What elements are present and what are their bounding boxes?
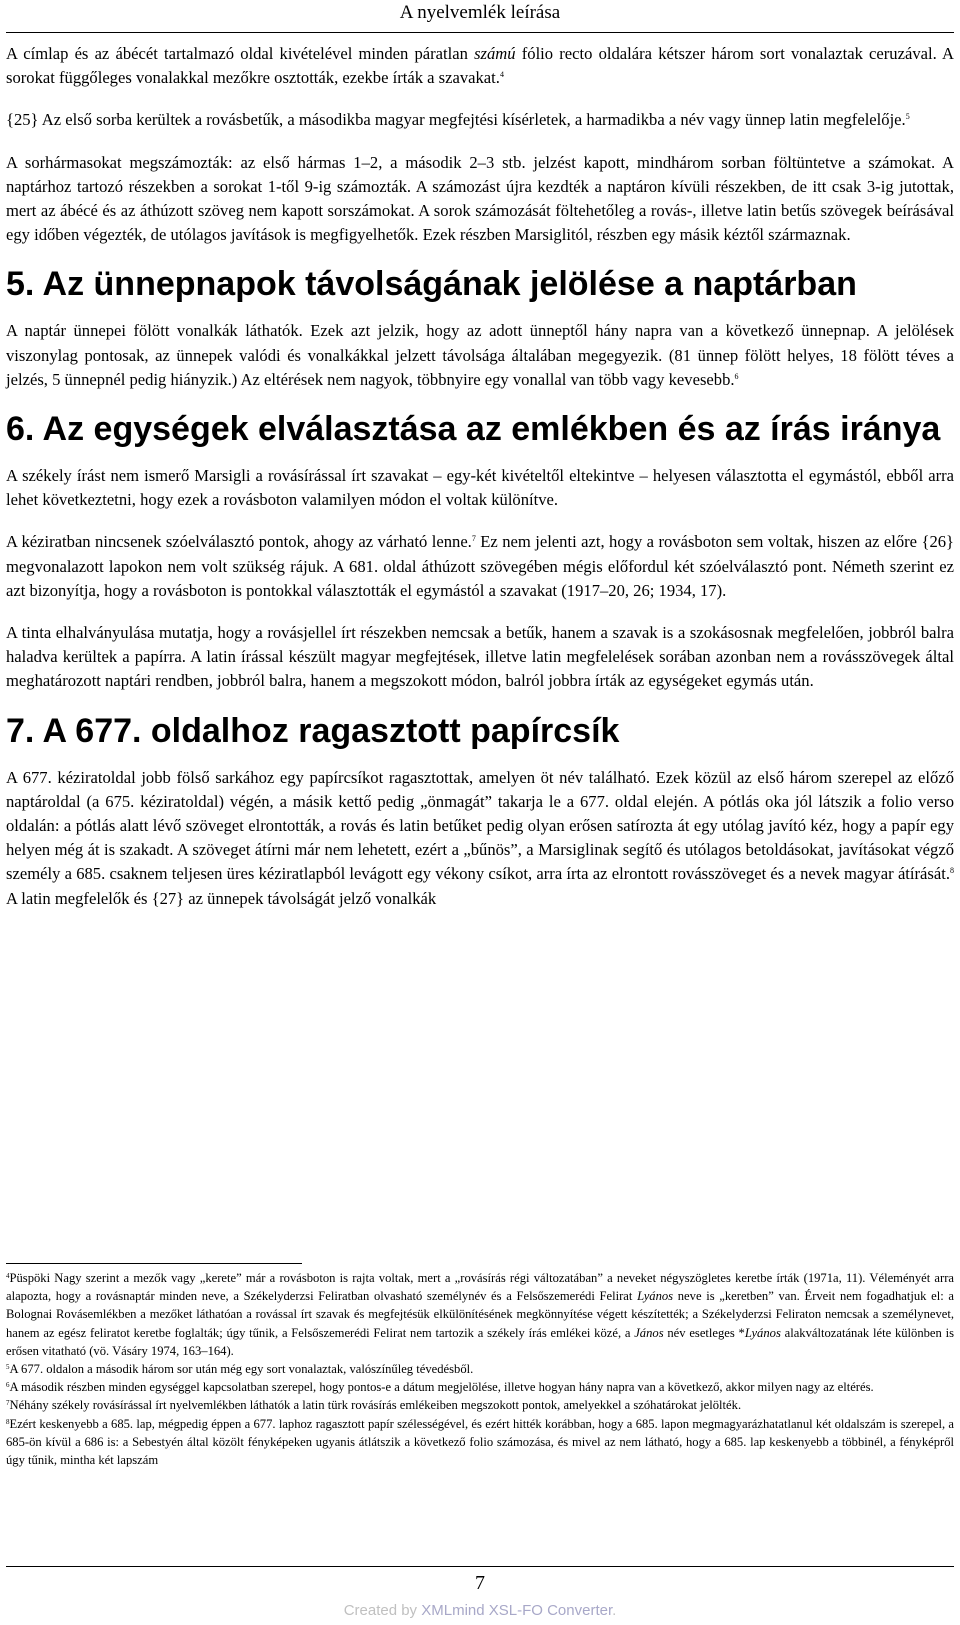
paragraph-word-separation: A székely írást nem ismerő Marsigli a rovásírással írt szavakat – egy-két kivételtől eltekintve – helyesen választotta el egymástól, ebből arra lehet következtetni, hogy ezek a rovásboton valamilyen módon el voltak különítve. bbox=[6, 466, 954, 510]
paragraph-numbering: A sorhármasokat megszámozták: az első hármas 1–2, a második 2–3 stb. jelzést kapott, mindhárom sorban föltüntetve a számokat. A naptárhoz tartozó részekben a sorokat 1-től 9-ig számozták. A számozást újra kezdték a naptáron kívüli részekben, de itt csak 3-ig jutottak, mert az ábécé és az áthúzott szöveg nem kapott sorszámokat. A sorok számozását föltehetőleg a rovás-, illetve latin betűs szövegek beírásával egy időben végezték, de utólagos javítások is megfigyelhetők. Ezek részben Marsiglitól, részben egy másik kéztől származnak. bbox=[6, 152, 954, 245]
header-rule bbox=[6, 32, 954, 33]
footnote-mark: 6 bbox=[6, 1381, 10, 1390]
text-span: A kéziratban nincsenek szóelválasztó pontok, ahogy az várható lenne. bbox=[6, 532, 472, 552]
text-span: Created by bbox=[343, 1602, 422, 1619]
text-span: {25} Az első sorba kerültek a rovásbetűk, a másodikba magyar megfejtési kísérletek, a harmadikba a név vagy ünnep latin megfelelője. bbox=[6, 110, 906, 130]
text-span: fólio recto oldalára kétszer három sort vonalaztak ceruzával. A sorokat függőleges vonalakkal mezőkre osztották, ezekbe írták a szavakat. bbox=[6, 44, 954, 88]
running-header: A nyelvemlék leírása bbox=[399, 2, 561, 23]
section-heading-6: 6. Az egységek elválasztása az emlékben és az írás iránya bbox=[6, 410, 941, 449]
emphasis: számú bbox=[474, 44, 516, 63]
section-heading-7: 7. A 677. oldalhoz ragasztott papírcsík bbox=[6, 711, 620, 750]
paragraph-writing-direction: A tinta elhalványulása mutatja, hogy a rovásjellel írt részekben nemcsak a betűk, hanem a szavak is a szokásosnak megfelelően, jobbról balra haladva kerültek a papírra. A latin írással készült magyar megfejtések, illetve latin megfelelések sorában azonban nem a rovásszövegek által meghatározott naptári rendben, jobbról balra, hanem a megszokott módon, balról jobbra írták az egységeket egymás után. bbox=[6, 623, 954, 691]
text-span: A naptár ünnepei fölött vonalkák láthatók. Ezek azt jelzik, hogy az adott ünneptől hány napra van a következő ünnepnap. A jelölések viszonylag pontosak, az ünnepek valódi és vonalkákkal jelzett távolsága általában megegyezik. (81 ünnep fölött helyes, 18 fölött téves a jelzés, 5 ünnepnél pedig hiányzik.) Az eltérések nem nagyok, többnyire egy vonallal van több vagy kevesebb. bbox=[6, 321, 954, 389]
footnote-6 bbox=[6, 1378, 954, 1396]
footnote-separator bbox=[6, 1263, 302, 1264]
footnote-4 bbox=[6, 1269, 954, 1360]
text-span: Ezért keskenyebb a 685. lap, mégpedig éppen a 677. laphoz ragasztott papír szélességével, és ezért hitték korábban, hogy a 685. lapon megmagyarázhatatlanul két oldalszám is szerepel, a 685-ön kívül a 686 is: a Sebestyén által közölt fényképeken ugyanis átlátszik a következő folio számozása, és mivel az nem látható, hogy a 685. lap keskenyebb a többinél, a fényképről úgy tűnik, mintha két lapszám bbox=[6, 1416, 954, 1468]
text-span: A latin megfelelők és {27} az ünnepek távolságát jelző vonalkák bbox=[6, 888, 437, 908]
text-span: Ez nem jelenti azt, hogy a rovásboton sem voltak, hiszen az előre {26} megvonalazott lapokon nem volt szükség rájuk. A 681. oldal áthúzott szövegében mégis előfordul két szóelválasztó pont. Németh szerint ez azt bizonyítja, hogy a rovásboton is pontokkal választották el egymástól a szavakat (1917–20, 26; 1934, 17). bbox=[6, 532, 954, 600]
emphasis: Lyános bbox=[637, 1289, 674, 1304]
text-span: A címlap és az ábécét tartalmazó oldal kivételével minden páratlan bbox=[6, 44, 475, 63]
footnote-ref-4[interactable]: 4 bbox=[499, 70, 504, 80]
text-span: alakváltozatának léte különben is erősen vitatható (vö. Vásáry 1974, 163–164). bbox=[6, 1325, 954, 1358]
converter-credit bbox=[0, 1600, 960, 1622]
text-span: A 677. kéziratoldal jobb fölső sarkához egy papírcsíkot ragasztottak, amelyen öt név található. Ezek közül az első három szerepel az előző naptároldal (a 675. kéziratoldal) végén, a másik kettő pedig „önmagát” takarja le a 677. oldal elején. A pótlás oka jól látszik a folio verso oldalán: a pótlás alatt lévő szöveget elrontották, a rovás és latin betűket pedig olyan erősen satírozta át egy utólag javító kéz, hogy a papír egy helyen még át is szakadt. A szöveget átírni már nem lehetett, ezért a „bűnös”, a Marsiglinak segítő és utólagos betoldásokat, javításokat végző személy a 685. csaknem teljesen üres kéziratlapból levágott egy vékony csíkot, arra írta az elrontott rovásszöveget és a nevek magyar átírását. bbox=[6, 767, 954, 884]
footnote-ref-7[interactable]: 7 bbox=[471, 534, 476, 544]
footnote-7 bbox=[6, 1396, 954, 1414]
paragraph-holiday-marks bbox=[6, 319, 954, 392]
footnote-ref-6[interactable]: 6 bbox=[734, 371, 739, 381]
footnote-mark: 4 bbox=[6, 1272, 10, 1280]
page-number: 7 bbox=[475, 1572, 485, 1594]
footnote-ref-5[interactable]: 5 bbox=[905, 112, 910, 122]
text-span: . bbox=[612, 1602, 617, 1619]
paragraph-rows bbox=[6, 108, 954, 132]
paragraph-separator-points bbox=[6, 530, 954, 603]
emphasis: Lyános bbox=[744, 1325, 781, 1340]
emphasis: János bbox=[634, 1325, 664, 1340]
footnote-mark: 7 bbox=[6, 1399, 10, 1408]
footnote-5 bbox=[6, 1360, 954, 1378]
footnote-mark: 8 bbox=[6, 1417, 10, 1426]
text-span: A 677. oldalon a második három sor után még egy sort vonalaztak, valószínűleg tévedésből. bbox=[9, 1362, 474, 1377]
paragraph-ruling bbox=[6, 42, 954, 90]
text-span: neve is „keretben” van. Érveit nem fogadhatjuk el: a Bolognai Rovásemlékben a mezőket láthatóan a rovással írt szavak és megfejtésük elkülönítésének megkönnyítése végett készítették; a Székelyderzsi Feliraton nemcsak a személynevet, hanem az egész feliratot keretbe foglalták; úgy tűnik, a Felsőszemerédi Felirat nem tartozik a székely írás emlékei közé, a bbox=[6, 1289, 954, 1340]
section-heading-5: 5. Az ünnepnapok távolságának jelölése a naptárban bbox=[6, 265, 857, 304]
converter-link[interactable]: XMLmind XSL-FO Converter bbox=[421, 1602, 613, 1619]
body-text bbox=[6, 42, 954, 929]
text-span: Néhány székely rovásírással írt nyelvemlékben láthatók a latin türk rovásírás emlékeiben megszokott pontok, amelyekkel a szóhatárokat jelölték. bbox=[9, 1398, 742, 1413]
footnote-ref-8[interactable]: 8 bbox=[950, 866, 954, 876]
paragraph-paper-strip bbox=[6, 766, 954, 911]
text-span: A második részben minden egységgel kapcsolatban szerepel, hogy pontos-e a dátum megjelölése, illetve hogyan hány napra van a következő, akkor milyen nagy az eltérés. bbox=[9, 1380, 874, 1395]
text-span: név esetleges * bbox=[663, 1325, 745, 1340]
footnote-mark: 5 bbox=[6, 1363, 10, 1372]
footer-rule bbox=[6, 1566, 954, 1567]
footnotes bbox=[6, 1269, 954, 1469]
text-span: Püspöki Nagy szerint a mezők vagy „kerete” már a rovásboton is rajta voltak, mert a „rovásírás régi változatában” a neveket négyszögletes keretbe írták (1971a, 11). Véleményét arra alapozta, hogy a rovásnaptár minden neve, a Székelyderzsi Feliratban olvasható személynév és a Felsőszemerédi Felirat bbox=[6, 1271, 954, 1304]
footnote-8 bbox=[6, 1415, 954, 1470]
